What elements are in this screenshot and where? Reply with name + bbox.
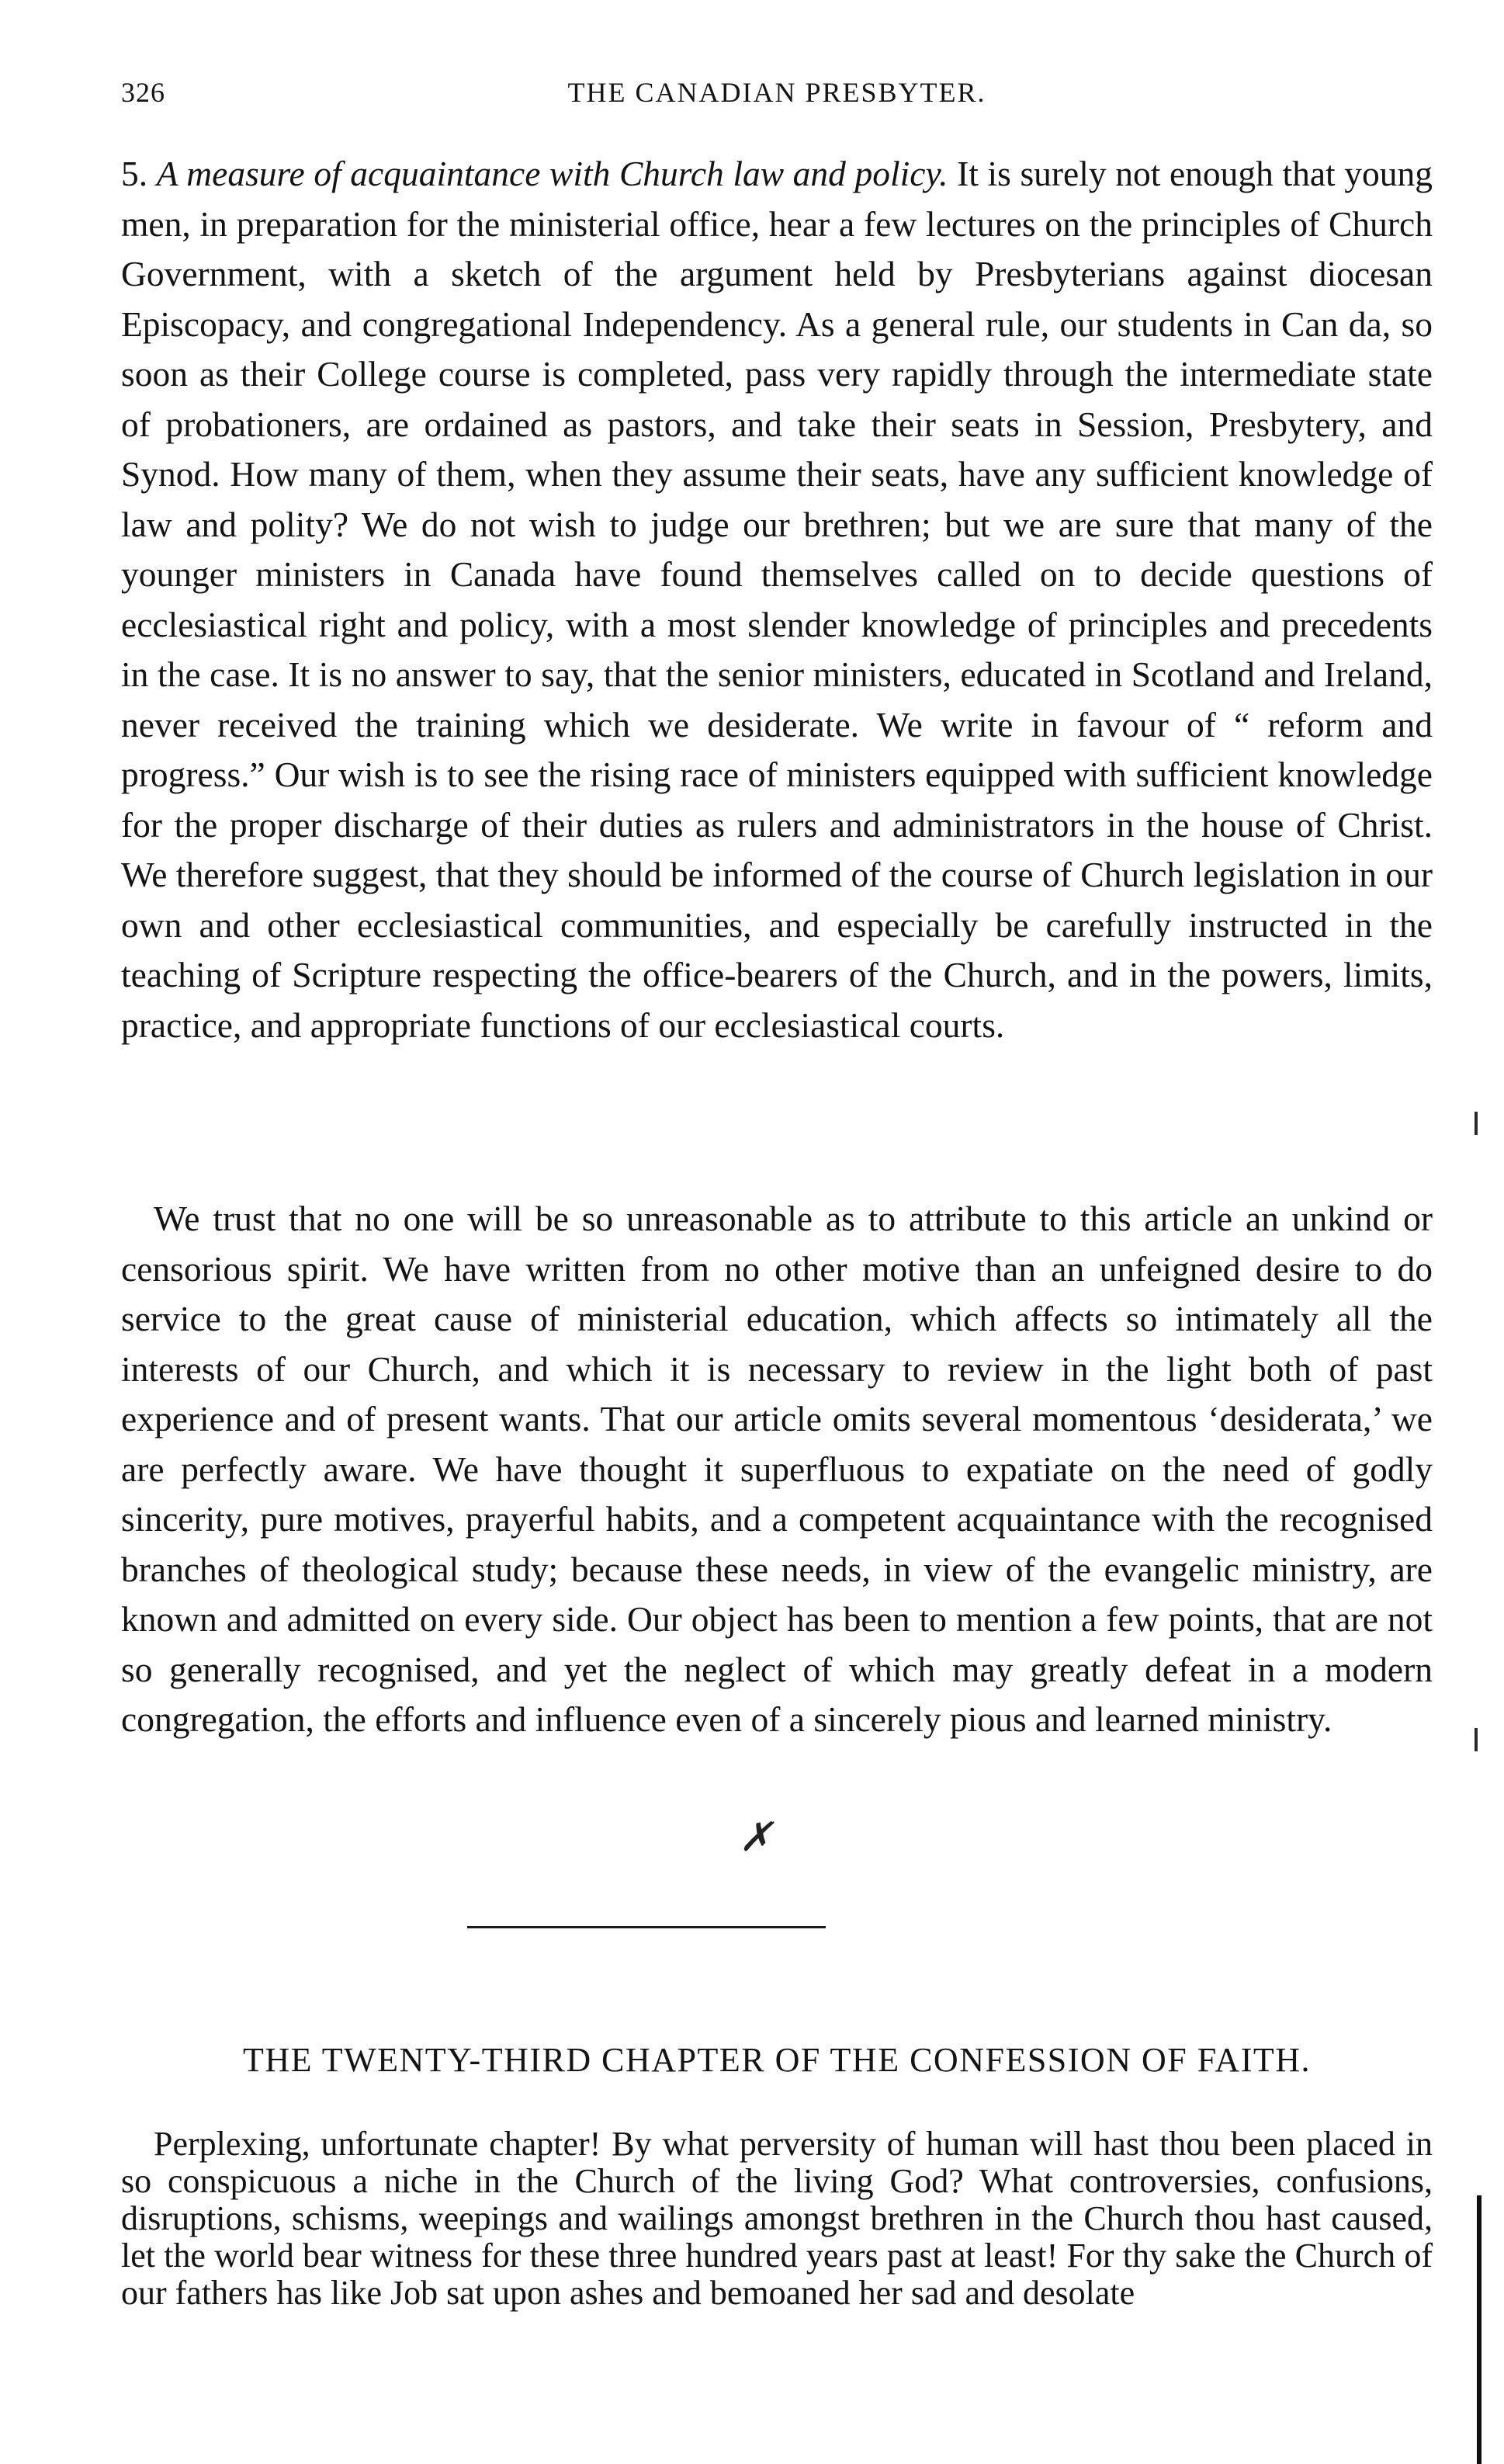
scan-margin-tick (1475, 1112, 1478, 1135)
closing-paragraph: We trust that no one will be so unreasonable as to attribute to this article an unkind or censorious spirit. We have written from no other motive than an unfeigned desire to do service to the great cause of ministerial education, which affects so intimately all the interests of our Church, and which it is necessary to review in the light both of past experience and of present wants. That our article omits several momentous ‘desiderata,’ we are perfectly aware. We have thought it superfluous to expatiate on the need of godly sincerity, pure motives, prayerful habits, and a competent acquaintance with the recognised branches of theological study; because these needs, in view of the evangelic ministry, are known and admitted on every side. Our object has been to mention a few points, that are not so generally recognised, and yet the neglect of which may greatly defeat in a modern congregation, the efforts and influence even of a sincerely pious and learned ministry. (121, 1199, 1433, 1739)
article-opening-paragraph: Perplexing, unfortunate chapter! By what perversity of human will hast thou been placed in so conspicuous a niche in the Church of the living God? What controversies, confusions, disruptions, schisms, weepings and wailings amongst brethren in the Church thou hast caused, let the world bear witness for these three hundred years past at least! For thy sake the Church of our fathers has like Job sat upon ashes and bemoaned her sad and desolate (121, 2125, 1433, 2312)
running-title: THE CANADIAN PRESBYTER. (567, 77, 986, 108)
section-heading: A measure of acquaintance with Church law and policy. (156, 154, 948, 193)
page-number: 326 (121, 77, 165, 108)
page-header (121, 76, 1433, 115)
section-divider (467, 1926, 826, 1928)
scan-margin-tick (1475, 1728, 1478, 1751)
scan-margin-bar (1477, 2195, 1481, 2464)
section-number: 5. (121, 154, 148, 193)
article-title: THE TWENTY-THIRD CHAPTER OF THE CONFESSION OF FAITH. (242, 2041, 1312, 2079)
section-5-paragraph (121, 149, 1433, 1050)
end-mark: ✗ (739, 1816, 773, 1860)
section-text: It is surely not enough that young men, in preparation for the ministerial office, hear a few lectures on the principles of Church Government, with a sketch of the argument held by Presbyterians against diocesan Episcopacy, and congregational Independency. As a general rule, our students in Can da, so soon as their College course is completed, pass very rapidly through the intermediate state of probationers, are ordained as pastors, and take their seats in Session, Presbytery, and Synod. How many of them, when they assume their seats, have any sufficient knowledge of law and polity? We do not wish to judge our brethren; but we are sure that many of the younger ministers in Canada have found themselves called on to decide questions of ecclesiastical right and policy, with a most slender knowledge of principles and precedents in the case. It is no answer to say, that the senior ministers, educated in Scotland and Ireland, never received the training which we desiderate. We write in favour of “ reform and progress.” Our wish is to see the rising race of ministers equipped with sufficient knowledge for the proper discharge of their duties as rulers and administrators in the house of Christ. We therefore suggest, that they should be informed of the course of Church legislation in our own and other ecclesiastical communities, and especially be carefully instructed in the teaching of Scripture respecting the office-bearers of the Church, and in the powers, limits, practice, and appropriate functions of our ecclesiastical courts. (121, 154, 1433, 1045)
